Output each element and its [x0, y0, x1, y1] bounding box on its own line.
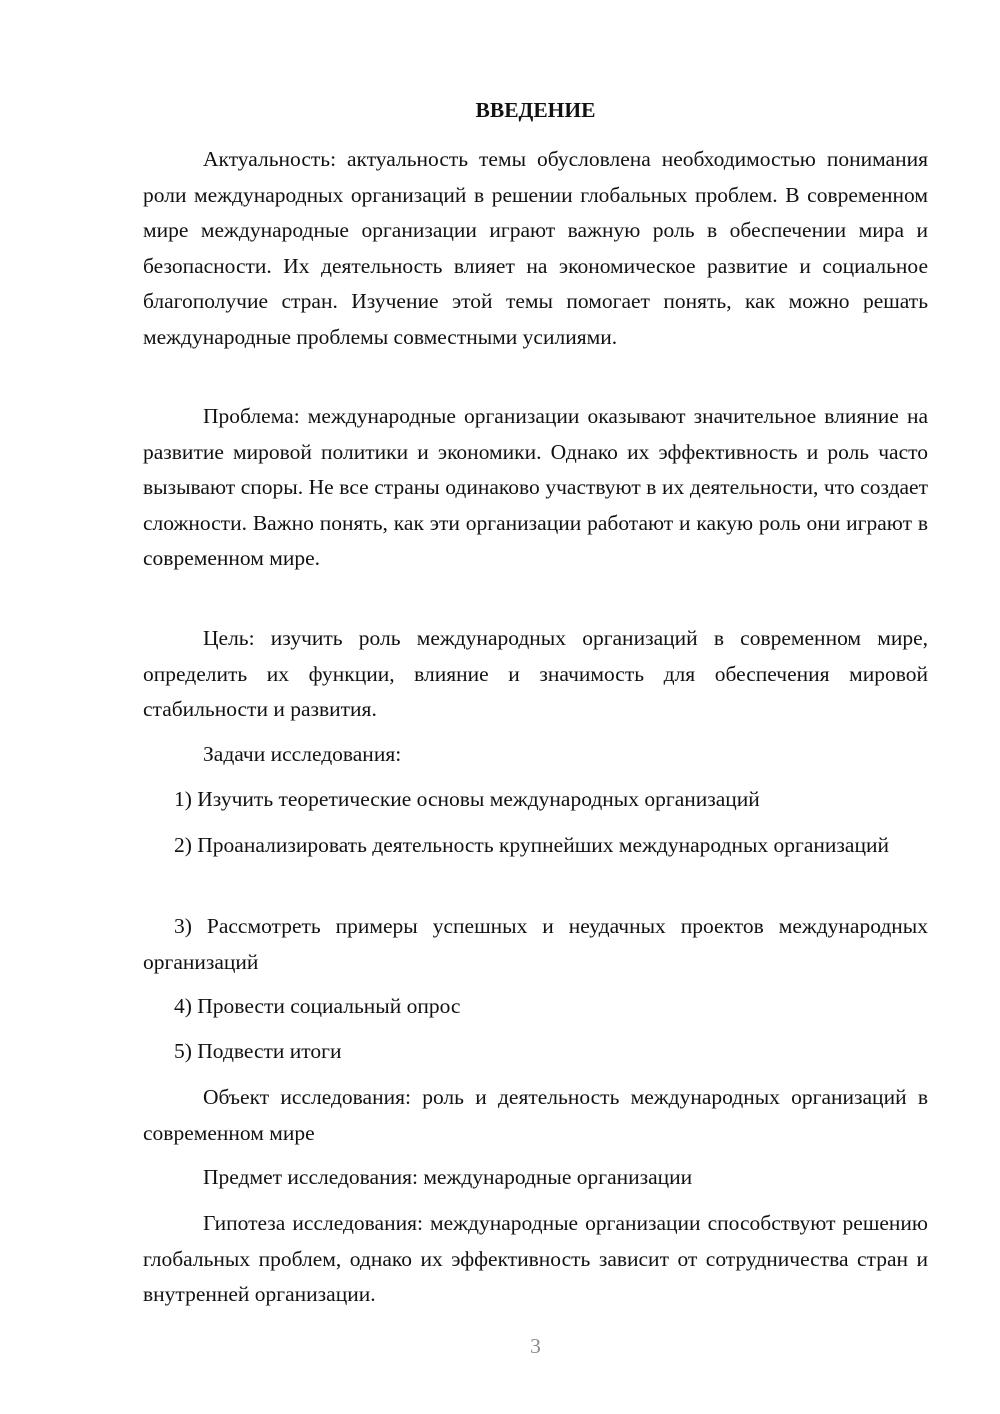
paragraph-hypothesis: Гипотеза исследования: международные организации способствуют решению глобальных проблем, однако их эффективность зависит от сотрудничества стран и внутренней организации.	[143, 1211, 928, 1306]
paragraph-goal: Цель: изучить роль международных организаций в современном мире, определить их функции, влияние и значимость для обеспечения мировой стабильности и развития.	[143, 626, 928, 721]
task-item-5: 5) Подвести итоги	[174, 1039, 342, 1063]
page-number: 3	[530, 1334, 541, 1358]
paragraph-tasks-title: Задачи исследования:	[203, 742, 402, 766]
task-item-2: 2) Проанализировать деятельность крупнейших международных организаций	[174, 833, 889, 857]
task-item-1: 1) Изучить теоретические основы международных организаций	[174, 787, 760, 811]
section-heading: ВВЕДЕНИЕ	[475, 98, 596, 122]
task-item-4: 4) Провести социальный опрос	[174, 994, 461, 1018]
paragraph-relevance: Актуальность: актуальность темы обусловлена необходимостью понимания роли международных организаций в решении глобальных проблем. В современном мире международные организации играют важную роль в обеспечении мира и безопасности. Их деятельность влияет на экономическое развитие и социальное благополучие стран. Изучение этой темы помогает понять, как можно решать международные проблемы совместными усилиями.	[143, 147, 928, 349]
paragraph-subject: Предмет исследования: международные организации	[203, 1165, 693, 1189]
paragraph-object: Объект исследования: роль и деятельность международных организаций в современном мире	[143, 1085, 928, 1145]
task-item-3: 3) Рассмотреть примеры успешных и неудачных проектов международных организаций	[143, 914, 928, 974]
paragraph-problem: Проблема: международные организации оказывают значительное влияние на развитие мировой политики и экономики. Однако их эффективность и роль часто вызывают споры. Не все страны одинаково участвуют в их деятельности, что создает сложности. Важно понять, как эти организации работают и какую роль они играют в современном мире.	[143, 404, 928, 570]
